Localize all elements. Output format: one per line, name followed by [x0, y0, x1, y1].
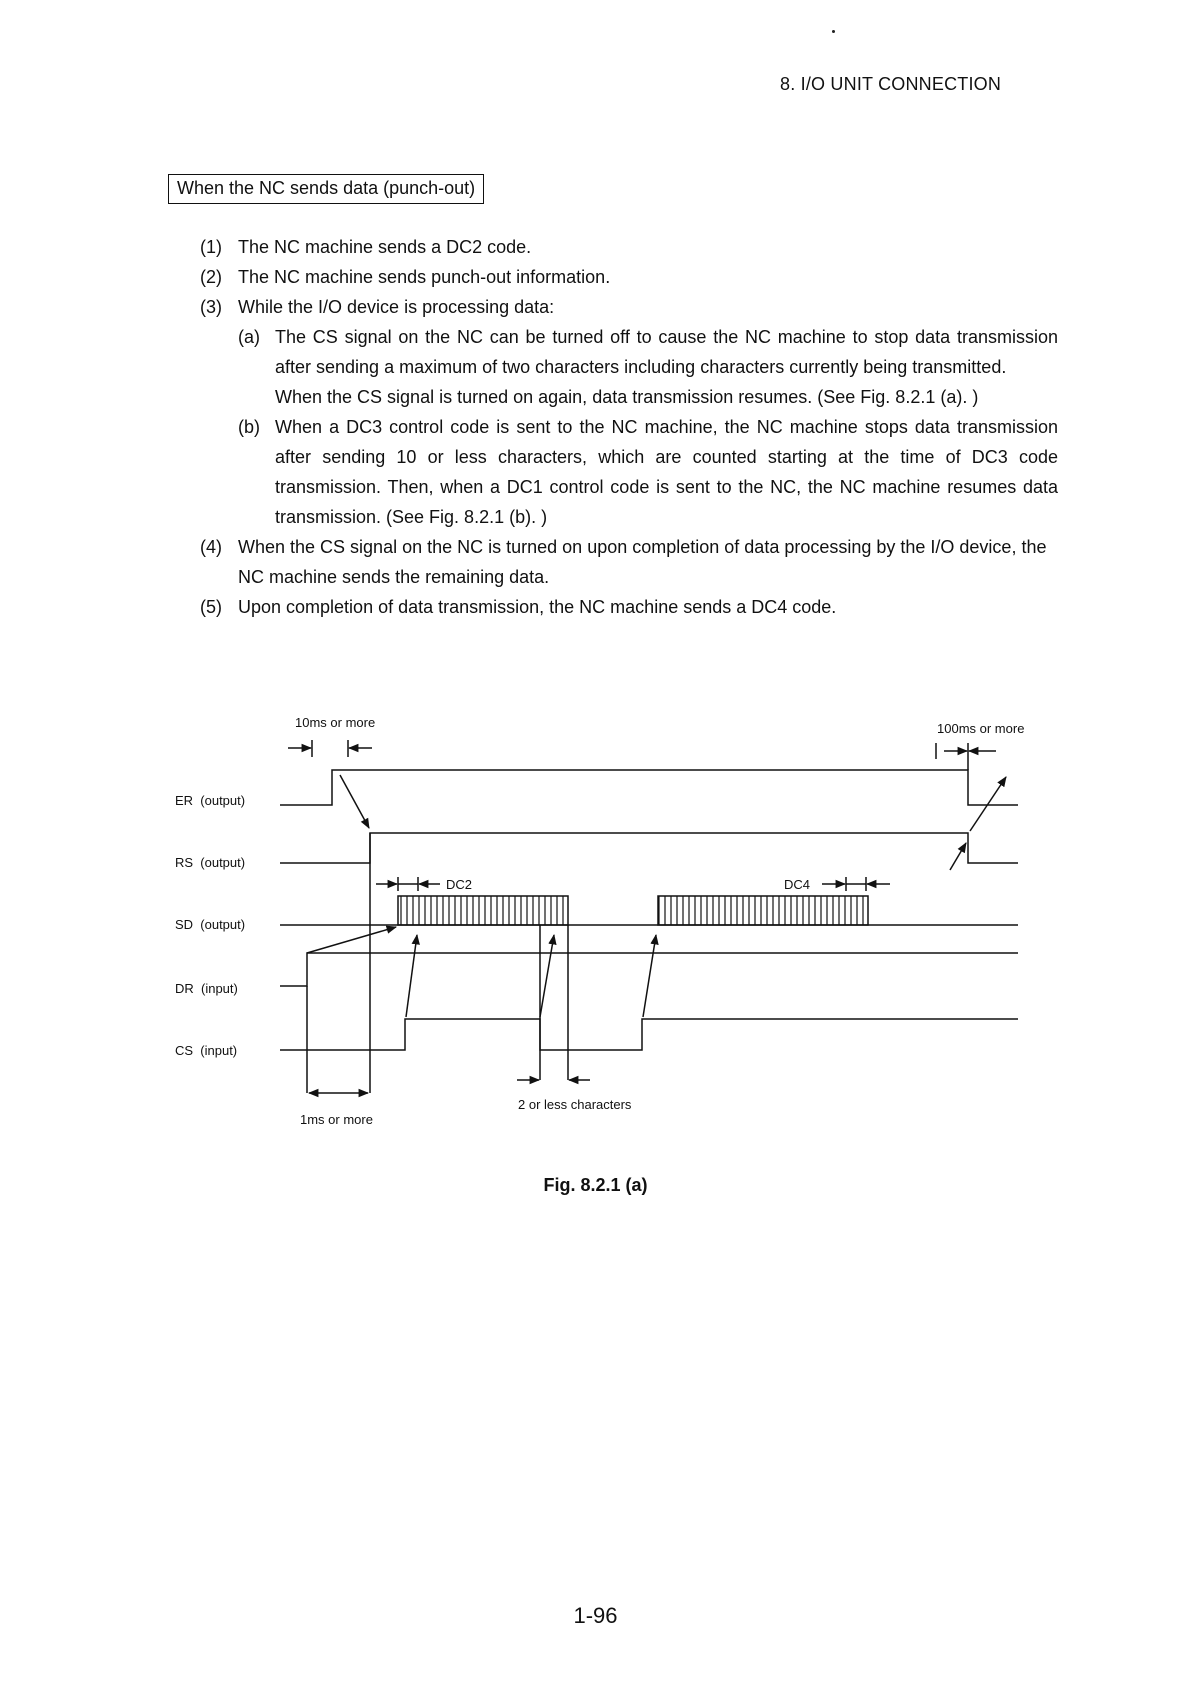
procedure-list [200, 232, 1058, 622]
substep-number: (a) [238, 327, 260, 347]
step-number: (5) [200, 597, 222, 617]
step-number: (1) [200, 237, 222, 257]
cs-to-sd-arrow-1 [406, 935, 417, 1017]
rs-up-arrow [950, 843, 966, 870]
scan-speck [832, 30, 835, 33]
step-number: (4) [200, 537, 222, 557]
substep-text-continued: When the CS signal is turned on again, data transmission resumes. (See Fig. 8.2.1 (a). ) [275, 387, 979, 407]
step-4 [200, 532, 1058, 592]
signal-label-rs: RS (output) [175, 855, 246, 870]
signal-label-er: ER (output) [175, 793, 246, 808]
step-2 [200, 262, 1058, 292]
er-delay-label: 10ms or more [295, 715, 376, 730]
substep-b [238, 412, 1058, 532]
substep-text: When a DC3 control code is sent to the NC machine, the NC machine stops data transmission after sending 10 or less characters, which are counted starting at the time of DC3 code transmission. Then, when a DC1 control code is sent to the NC, the NC machine resumes data transmission. (See Fig. 8.2.1 (b). ) [275, 417, 1058, 527]
sd-data-block-2 [658, 896, 868, 925]
cs-to-sd-arrow-2 [540, 935, 554, 1017]
section-title: When the NC sends data (punch-out) [168, 174, 484, 204]
step-1 [200, 232, 1058, 262]
signal-label-sd: SD (output) [175, 917, 246, 932]
rs-waveform [280, 833, 1018, 863]
step-3 [200, 292, 1058, 322]
rs-to-er-arrow [970, 777, 1006, 831]
step-text: The NC machine sends a DC2 code. [238, 237, 532, 257]
figure-caption: Fig. 8.2.1 (a) [543, 1175, 648, 1195]
substep-number: (b) [238, 417, 260, 437]
page-number: 1-96 [573, 1603, 618, 1628]
step-number: (2) [200, 267, 222, 287]
cs-waveform [280, 1019, 1018, 1050]
step-5 [200, 592, 1058, 622]
timing-diagram [170, 695, 1050, 1165]
er-end-label: 100ms or more [937, 721, 1025, 736]
step-text: Upon completion of data transmission, the NC machine sends a DC4 code. [238, 597, 837, 617]
substep-text: The CS signal on the NC can be turned off to cause the NC machine to stop data transmission after sending a maximum of two characters including characters currently being transmitted. [275, 327, 1058, 377]
dr-to-sd-arrow [307, 927, 396, 953]
substep-a [238, 322, 1058, 412]
dr-delay-label: 1ms or more [300, 1112, 373, 1127]
step-text: The NC machine sends punch-out information. [238, 267, 611, 287]
sd-data-block-1 [398, 896, 568, 925]
step-text: While the I/O device is processing data: [238, 297, 555, 317]
cs-to-sd-arrow-3 [643, 935, 656, 1017]
er-waveform [280, 770, 1018, 805]
dc2-label: DC2 [446, 877, 473, 892]
step-text: When the CS signal on the NC is turned on upon completion of data processing by the I/O device, the NC machine sends the remaining data. [238, 537, 1047, 587]
signal-label-cs: CS (input) [175, 1043, 238, 1058]
er-to-rs-arrow [340, 775, 369, 828]
cs-chars-label: 2 or less characters [518, 1097, 632, 1112]
running-head: 8. I/O UNIT CONNECTION [780, 74, 1002, 94]
signal-label-dr: DR (input) [175, 981, 238, 996]
dc4-label: DC4 [784, 877, 811, 892]
step-number: (3) [200, 297, 222, 317]
